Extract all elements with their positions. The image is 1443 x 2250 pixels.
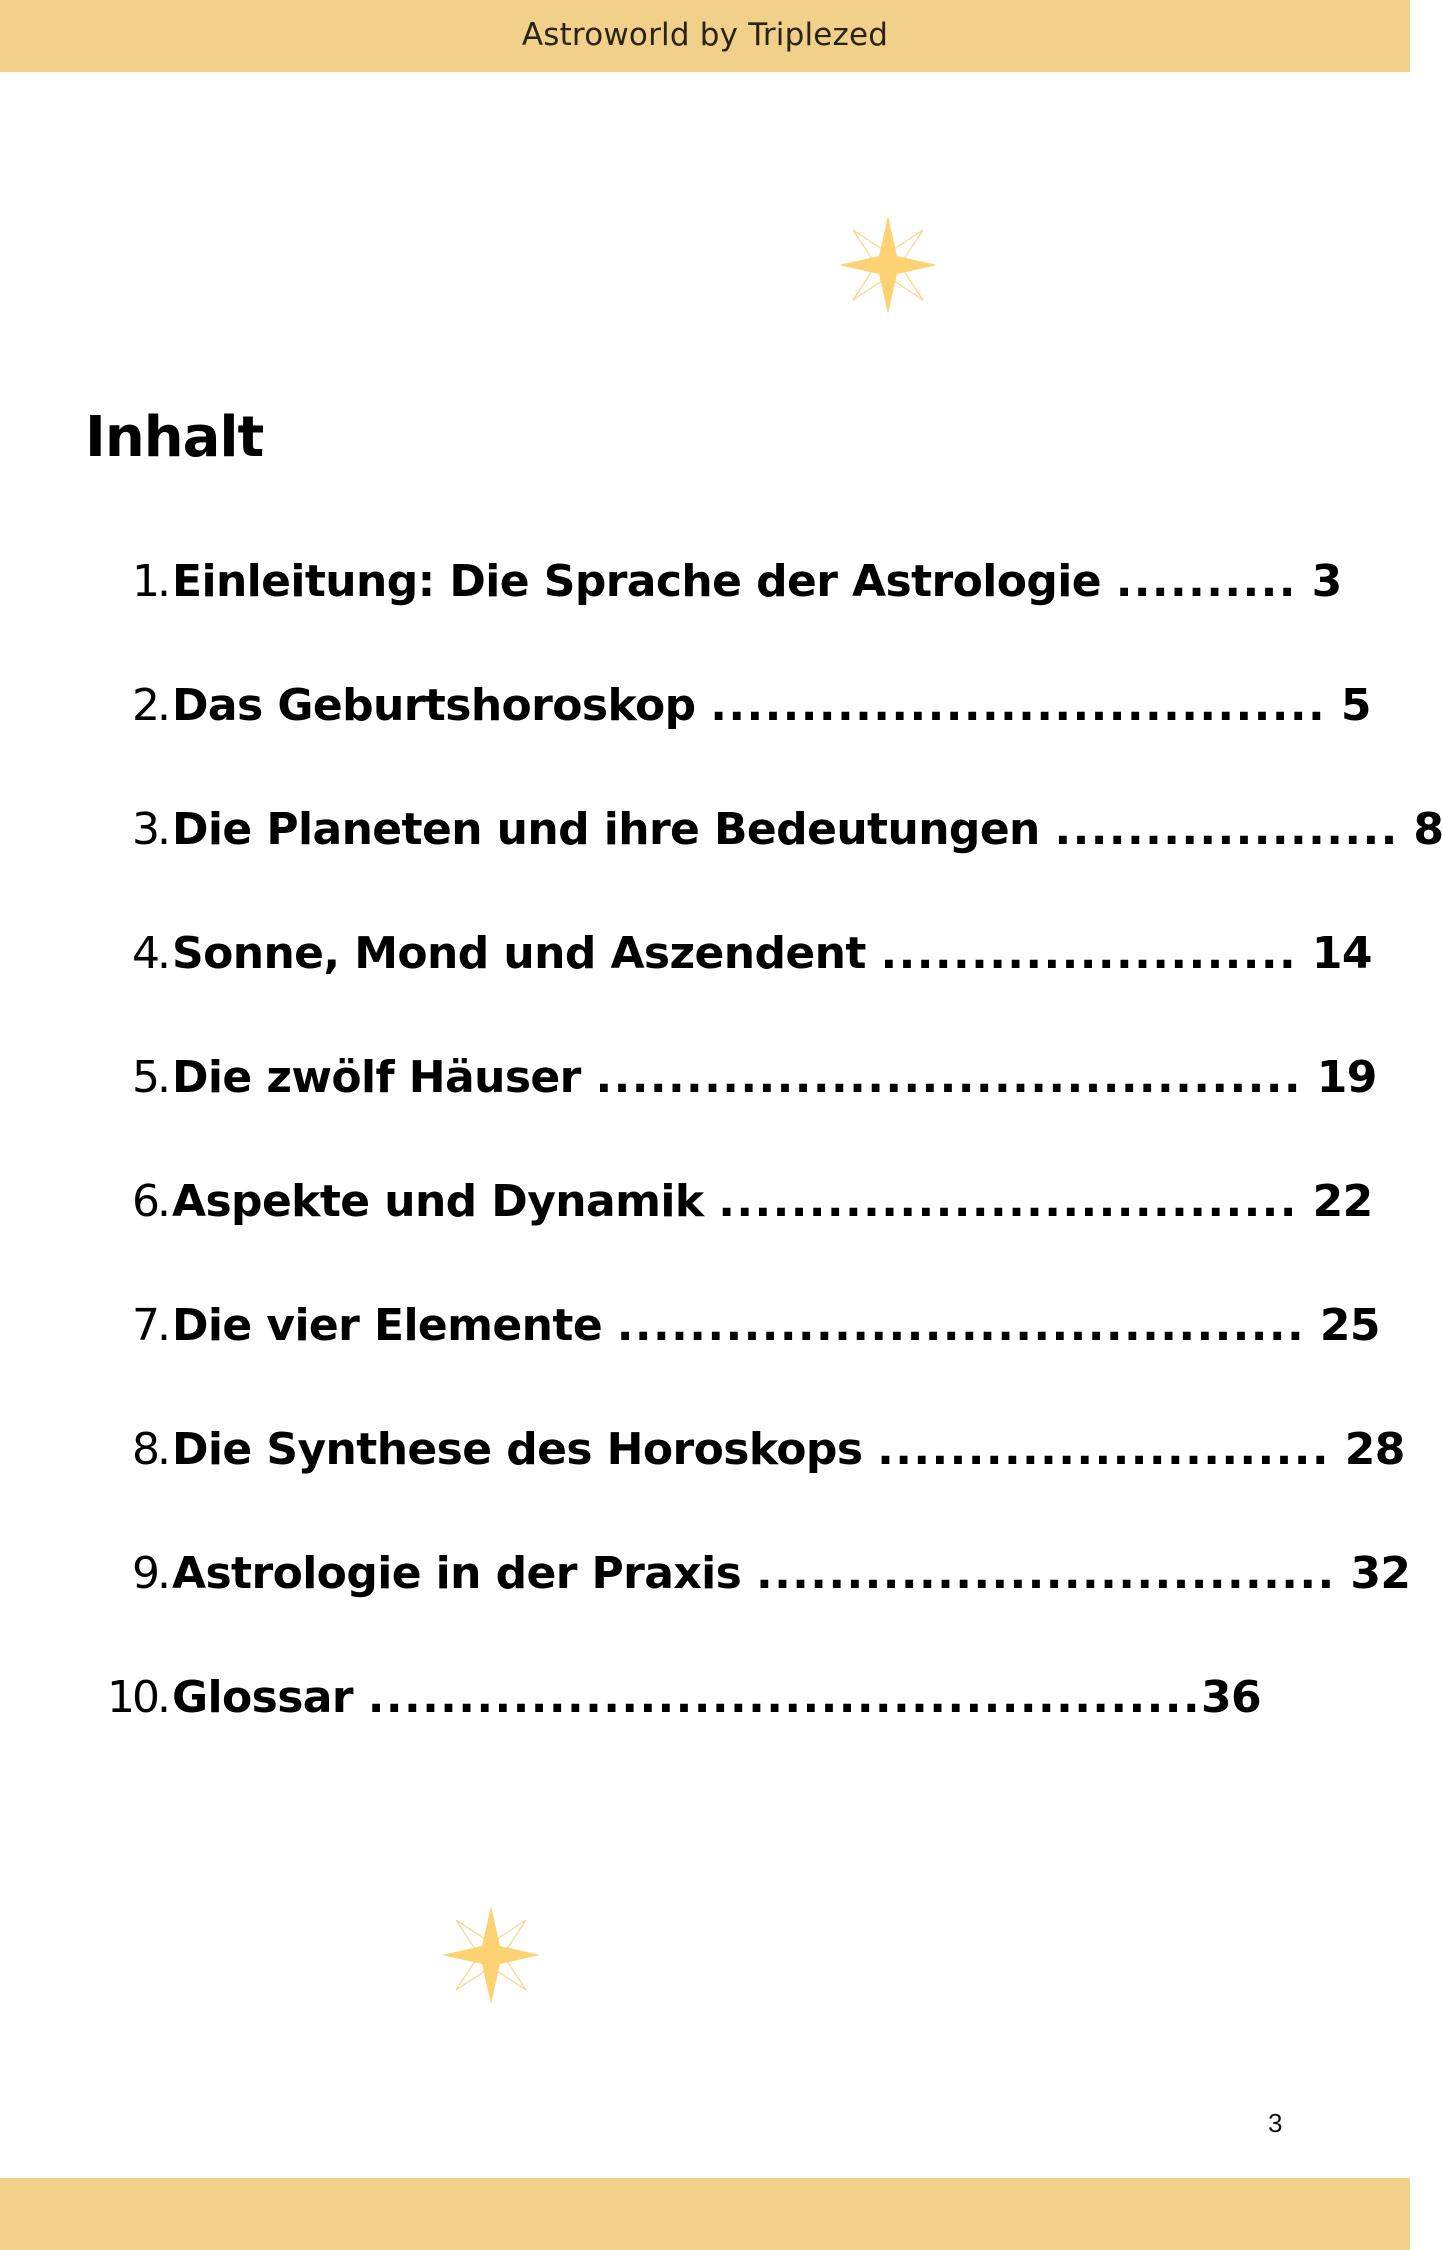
- toc-item-page: 19: [1316, 1052, 1377, 1103]
- toc-item-title: Die Synthese des Horoskops: [172, 1424, 863, 1475]
- toc-item-number: 5.: [132, 1052, 168, 1103]
- toc-item-number: 9.: [132, 1548, 168, 1599]
- toc-item-page: 5: [1340, 680, 1371, 731]
- toc-item-entry[interactable]: [172, 680, 1371, 731]
- toc-item-entry[interactable]: [172, 804, 1443, 855]
- toc-item-number: 6.: [132, 1176, 168, 1227]
- toc-leader-dots: ................................: [755, 1548, 1336, 1599]
- toc-leader-dots: ..............................................: [367, 1672, 1202, 1723]
- footer-bar: [0, 2178, 1410, 2250]
- toc-item-title: Einleitung: Die Sprache der Astrologie: [172, 556, 1101, 607]
- toc-item-number: 7.: [132, 1300, 168, 1351]
- toc-item-title: Die zwölf Häuser: [172, 1052, 581, 1103]
- toc-item-number: 3.: [132, 804, 168, 855]
- toc-item-entry[interactable]: [172, 1548, 1410, 1599]
- toc-item-page: 28: [1344, 1424, 1405, 1475]
- toc-leader-dots: ......................................: [616, 1300, 1306, 1351]
- toc-heading: Inhalt: [85, 405, 264, 470]
- four-point-star-icon: [441, 1905, 541, 2005]
- toc-leader-dots: ...................: [1054, 804, 1399, 855]
- toc-item-title: Glossar: [172, 1672, 353, 1723]
- toc-leader-dots: .......................................: [595, 1052, 1302, 1103]
- toc-item-entry[interactable]: [172, 1300, 1380, 1351]
- document-title: Astroworld by Triplezed: [521, 17, 889, 53]
- toc-item-entry[interactable]: [172, 1672, 1261, 1723]
- toc-item-number: 2.: [132, 680, 168, 731]
- toc-item-entry[interactable]: [172, 1052, 1377, 1103]
- toc-item-title: Die Planeten und ihre Bedeutungen: [172, 804, 1040, 855]
- toc-item-page: 32: [1350, 1548, 1411, 1599]
- toc-item-title: Astrologie in der Praxis: [172, 1548, 742, 1599]
- toc-leader-dots: .......................: [880, 928, 1298, 979]
- toc-item-title: Sonne, Mond und Aszendent: [172, 928, 866, 979]
- toc-item-title: Das Geburtshoroskop: [172, 680, 696, 731]
- toc-leader-dots: .........................: [877, 1424, 1331, 1475]
- toc-item-number: 8.: [132, 1424, 168, 1475]
- page-number: 3: [1268, 2108, 1283, 2138]
- toc-item-page: 8: [1413, 804, 1443, 855]
- toc-item-number: 4.: [132, 928, 168, 979]
- toc-item-entry[interactable]: [172, 928, 1372, 979]
- toc-leader-dots: ..........: [1115, 556, 1297, 607]
- toc-item-title: Aspekte und Dynamik: [172, 1176, 704, 1227]
- toc-leader-dots: ................................: [718, 1176, 1298, 1227]
- toc-item-entry[interactable]: [172, 556, 1342, 607]
- toc-item-entry[interactable]: [172, 1176, 1373, 1227]
- toc-item-title: Die vier Elemente: [172, 1300, 603, 1351]
- toc-item-number: 1.: [132, 556, 168, 607]
- header-bar: [0, 0, 1410, 72]
- toc-item-page: 3: [1311, 556, 1342, 607]
- toc-item-entry[interactable]: [172, 1424, 1405, 1475]
- toc-item-page: 22: [1312, 1176, 1373, 1227]
- toc-item-page: 14: [1311, 928, 1372, 979]
- toc-item-number: 10.: [107, 1672, 168, 1723]
- toc-leader-dots: ..................................: [710, 680, 1327, 731]
- four-point-star-icon: [838, 215, 938, 315]
- toc-item-page: 25: [1319, 1300, 1380, 1351]
- toc-item-page: 36: [1201, 1672, 1262, 1723]
